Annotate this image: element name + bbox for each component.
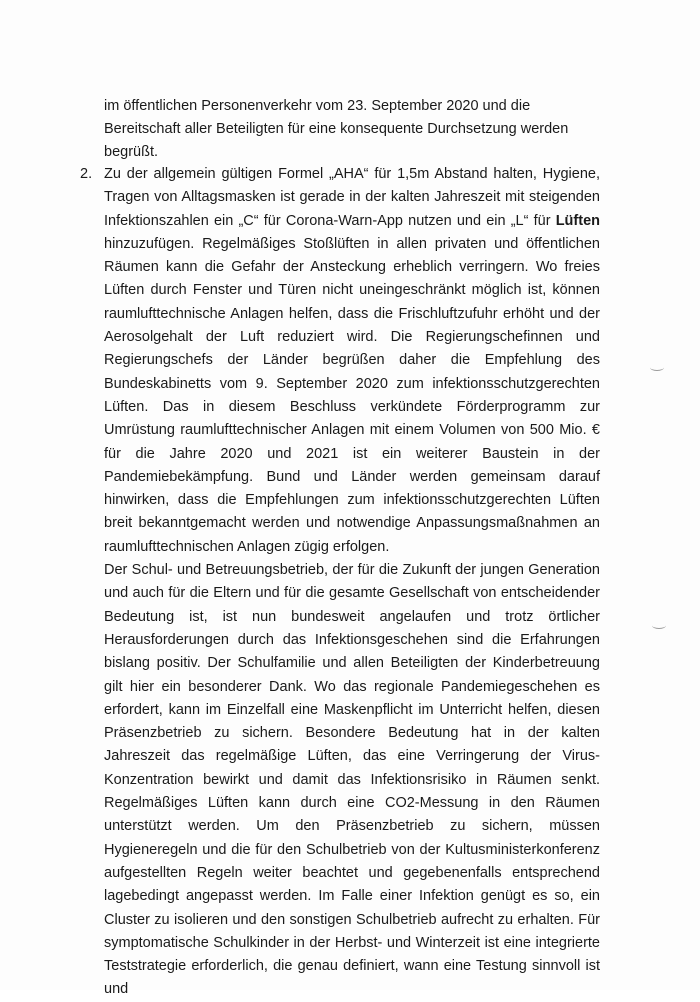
- luften-text-start: Zu der allgemein gültigen Formel „AHA“ für 1,5m Abstand halten, Hygiene, Tragen von Alltagsmasken ist gerade in der kalten Jahreszeit mit steigenden Infektionszahlen ein „C“ für Corona-Warn-App nutzen und ein „L“ für: [104, 166, 600, 229]
- list-item-number: 2.: [80, 166, 93, 182]
- intro-paragraph: [104, 95, 609, 164]
- margin-scan-mark: [650, 364, 664, 371]
- luften-bold-word: Lüften: [555, 212, 600, 229]
- luften-text-end: hinzuzufügen. Regelmäßiges Stoßlüften in allen privaten und öffentlichen Räumen kann die Gefahr der Ansteckung erheblich verringern. Wo freies Lüften durch Fenster und Türen nicht uneingeschränkt möglich ist, können raumlufttechnische Anlagen helfen, dass die Frischluftzufuhr erhöht und der Aerosolgehalt der Luft reduziert wird. Die Regierungschefinnen und Regierungschefs der Länder begrüßen daher die Empfehlung des Bundeskabinetts vom 9. September 2020 zum infektionsschutzgerechten Lüften. Das in diesem Beschluss verkündete Förderprogramm zur Umrüstung raumlufttechnischer Anlagen mit einem Volumen von 500 Mio. € für die Jahre 2020 und 2021 ist ein weiterer Baustein in der Pandemiebekämpfung. Bund und Länder werden gemeinsam darauf hinwirken, dass die Empfehlungen zum infektionsschutzgerechten Lüften breit bekanntgemacht werden und notwendige Anpassungsmaßnahmen an raumlufttechnischen Anlagen zügig erfolgen.: [104, 235, 600, 555]
- margin-scan-mark: [652, 622, 666, 629]
- list-item-body: [104, 163, 600, 1002]
- school-paragraph: Der Schul- und Betreuungsbetrieb, der für die Zukunft der jungen Generation und auch für die Eltern und für die gesamte Gesellschaft von entscheidender Bedeutung ist, ist nun bundesweit angelaufen und trotz örtlicher Herausforderungen durch das Infektionsgeschehen sind die Erfahrungen bislang positiv. Der Schulfamilie und allen Beteiligten der Kinderbetreuung gilt hier ein besonderer Dank. Wo das regionale Pandemiegeschehen es erfordert, kann im Einzelfall eine Maskenpflicht im Unterricht helfen, diesen Präsenzbetrieb zu sichern. Besondere Bedeutung hat in der kalten Jahreszeit das regelmäßige Lüften, das eine Verringerung der Virus-Konzentration bewirkt und damit das Infektionsrisiko in Räumen senkt. Regelmäßiges Lüften kann durch eine CO2-Messung in den Räumen unterstützt werden. Um den Präsenzbetrieb zu sichern, müssen Hygieneregeln und die für den Schulbetrieb von der Kultusministerkonferenz aufgestellten Regeln weiter beachtet und gegebenenfalls entsprechend lagebedingt angepasst werden. Im Falle einer Infektion genügt es so, ein Cluster zu isolieren und den sonstigen Schulbetrieb aufrecht zu erhalten. Für symptomatische Schulkinder in der Herbst- und Winterzeit ist eine integrierte Teststrategie erforderlich, die genau definiert, wann eine Testung sinnvoll ist und: [104, 562, 600, 998]
- intro-text: im öffentlichen Personenverkehr vom 23. September 2020 und die Bereitschaft aller Beteiligten für eine konsequente Durchsetzung werden begrüßt.: [104, 98, 569, 160]
- luften-paragraph: [104, 163, 600, 559]
